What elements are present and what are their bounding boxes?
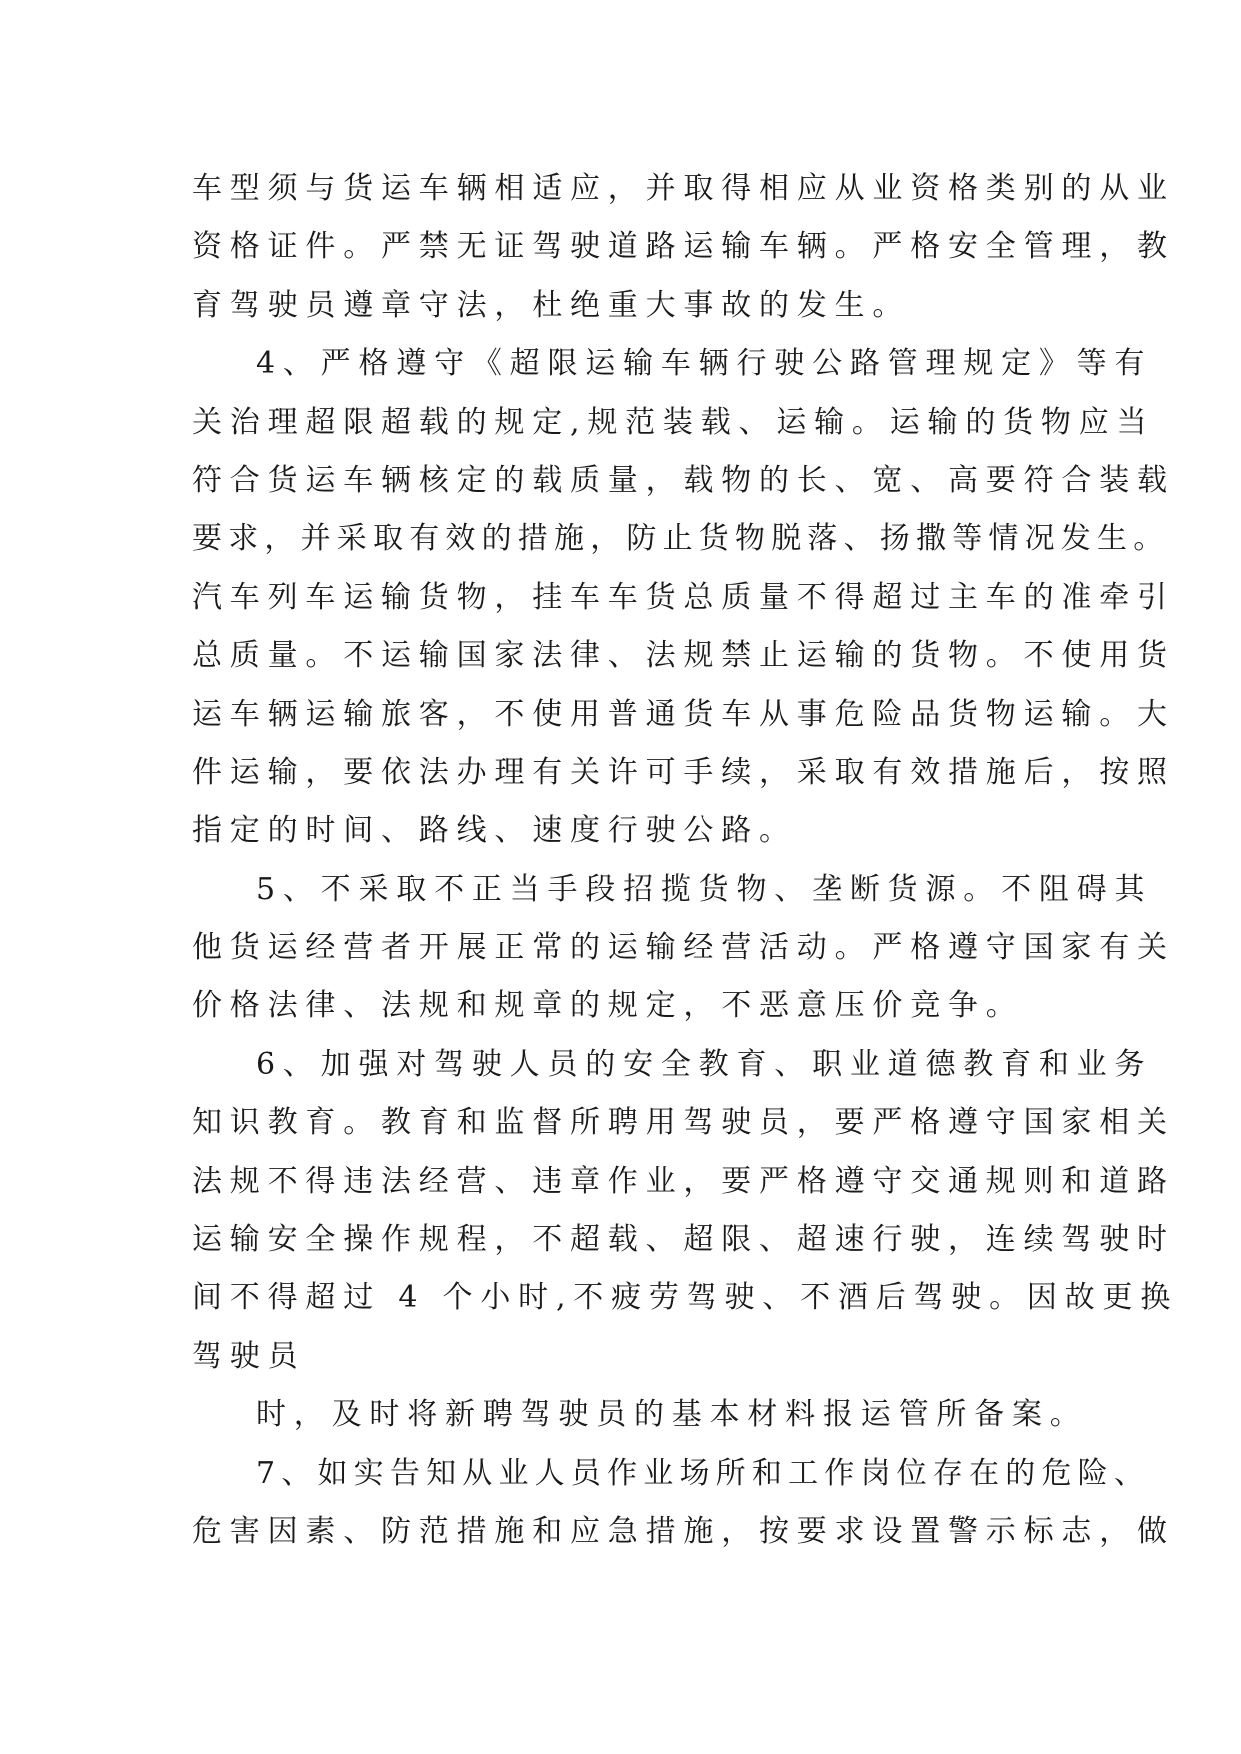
text-line-7: 要求，并采取有效的措施，防止货物脱落、扬撒等情况发生。 <box>192 521 1170 557</box>
text-line-18: 法规不得违法经营、违章作业，要严格遵守交通规则和道路 <box>192 1163 1175 1199</box>
text-line-3: 育驾驶员遵章守法，杜绝重大事故的发生。 <box>192 287 911 323</box>
text-line-24: 危害因素、防范措施和应急措施，按要求设置警示标志，做 <box>192 1513 1175 1549</box>
document-body <box>192 160 1179 1561</box>
text-line-5: 关治理超限超载的规定,规范装载、运输。运输的货物应当 <box>192 404 1155 440</box>
paragraph-5-start: 5、不采取不正当手段招揽货物、垄断货源。不阻碍其 <box>256 871 1153 907</box>
paragraph-6-start: 6、加强对驾驶人员的安全教育、职业道德教育和业务 <box>256 1046 1153 1082</box>
text-line-8: 汽车列车运输货物，挂车车货总质量不得超过主车的准牵引 <box>192 579 1175 615</box>
text-line-2: 资格证件。严禁无证驾驶道路运输车辆。严格安全管理，教 <box>192 229 1175 265</box>
text-line-6: 符合货运车辆核定的载质量，载物的长、宽、高要符合装载 <box>192 462 1175 498</box>
text-line-19: 运输安全操作规程，不超载、超限、超速行驶，连续驾驶时 <box>192 1222 1175 1258</box>
text-line-1: 车型须与货运车辆相适应，并取得相应从业资格类别的从业 <box>192 171 1175 206</box>
text-line-17: 知识教育。教育和监督所聘用驾驶员，要严格遵守国家相关 <box>192 1105 1175 1141</box>
text-line-22: 时，及时将新聘驾驶员的基本材料报运管所备案。 <box>256 1397 1088 1433</box>
text-line-10: 运车辆运输旅客，不使用普通货车从事危险品货物运输。大 <box>192 696 1175 732</box>
text-line-11: 件运输，要依法办理有关许可手续，采取有效措施后，按照 <box>192 754 1175 790</box>
text-line-9: 总质量。不运输国家法律、法规禁止运输的货物。不使用货 <box>192 638 1175 674</box>
paragraph-7-start: 7、如实告知从业人员作业场所和工作岗位存在的危险、 <box>256 1455 1151 1491</box>
paragraph-4-start: 4、严格遵守《超限运输车辆行驶公路管理规定》等有 <box>256 346 1153 382</box>
text-line-21: 驾驶员 <box>192 1338 306 1374</box>
text-line-12: 指定的时间、路线、速度行驶公路。 <box>192 813 797 849</box>
text-line-14: 他货运经营者开展正常的运输经营活动。严格遵守国家有关 <box>192 930 1175 966</box>
text-line-20: 间不得超过 4 个小时,不疲劳驾驶、不酒后驾驶。因故更换 <box>192 1280 1179 1316</box>
text-line-15: 价格法律、法规和规章的规定，不恶意压价竞争。 <box>192 988 1024 1024</box>
